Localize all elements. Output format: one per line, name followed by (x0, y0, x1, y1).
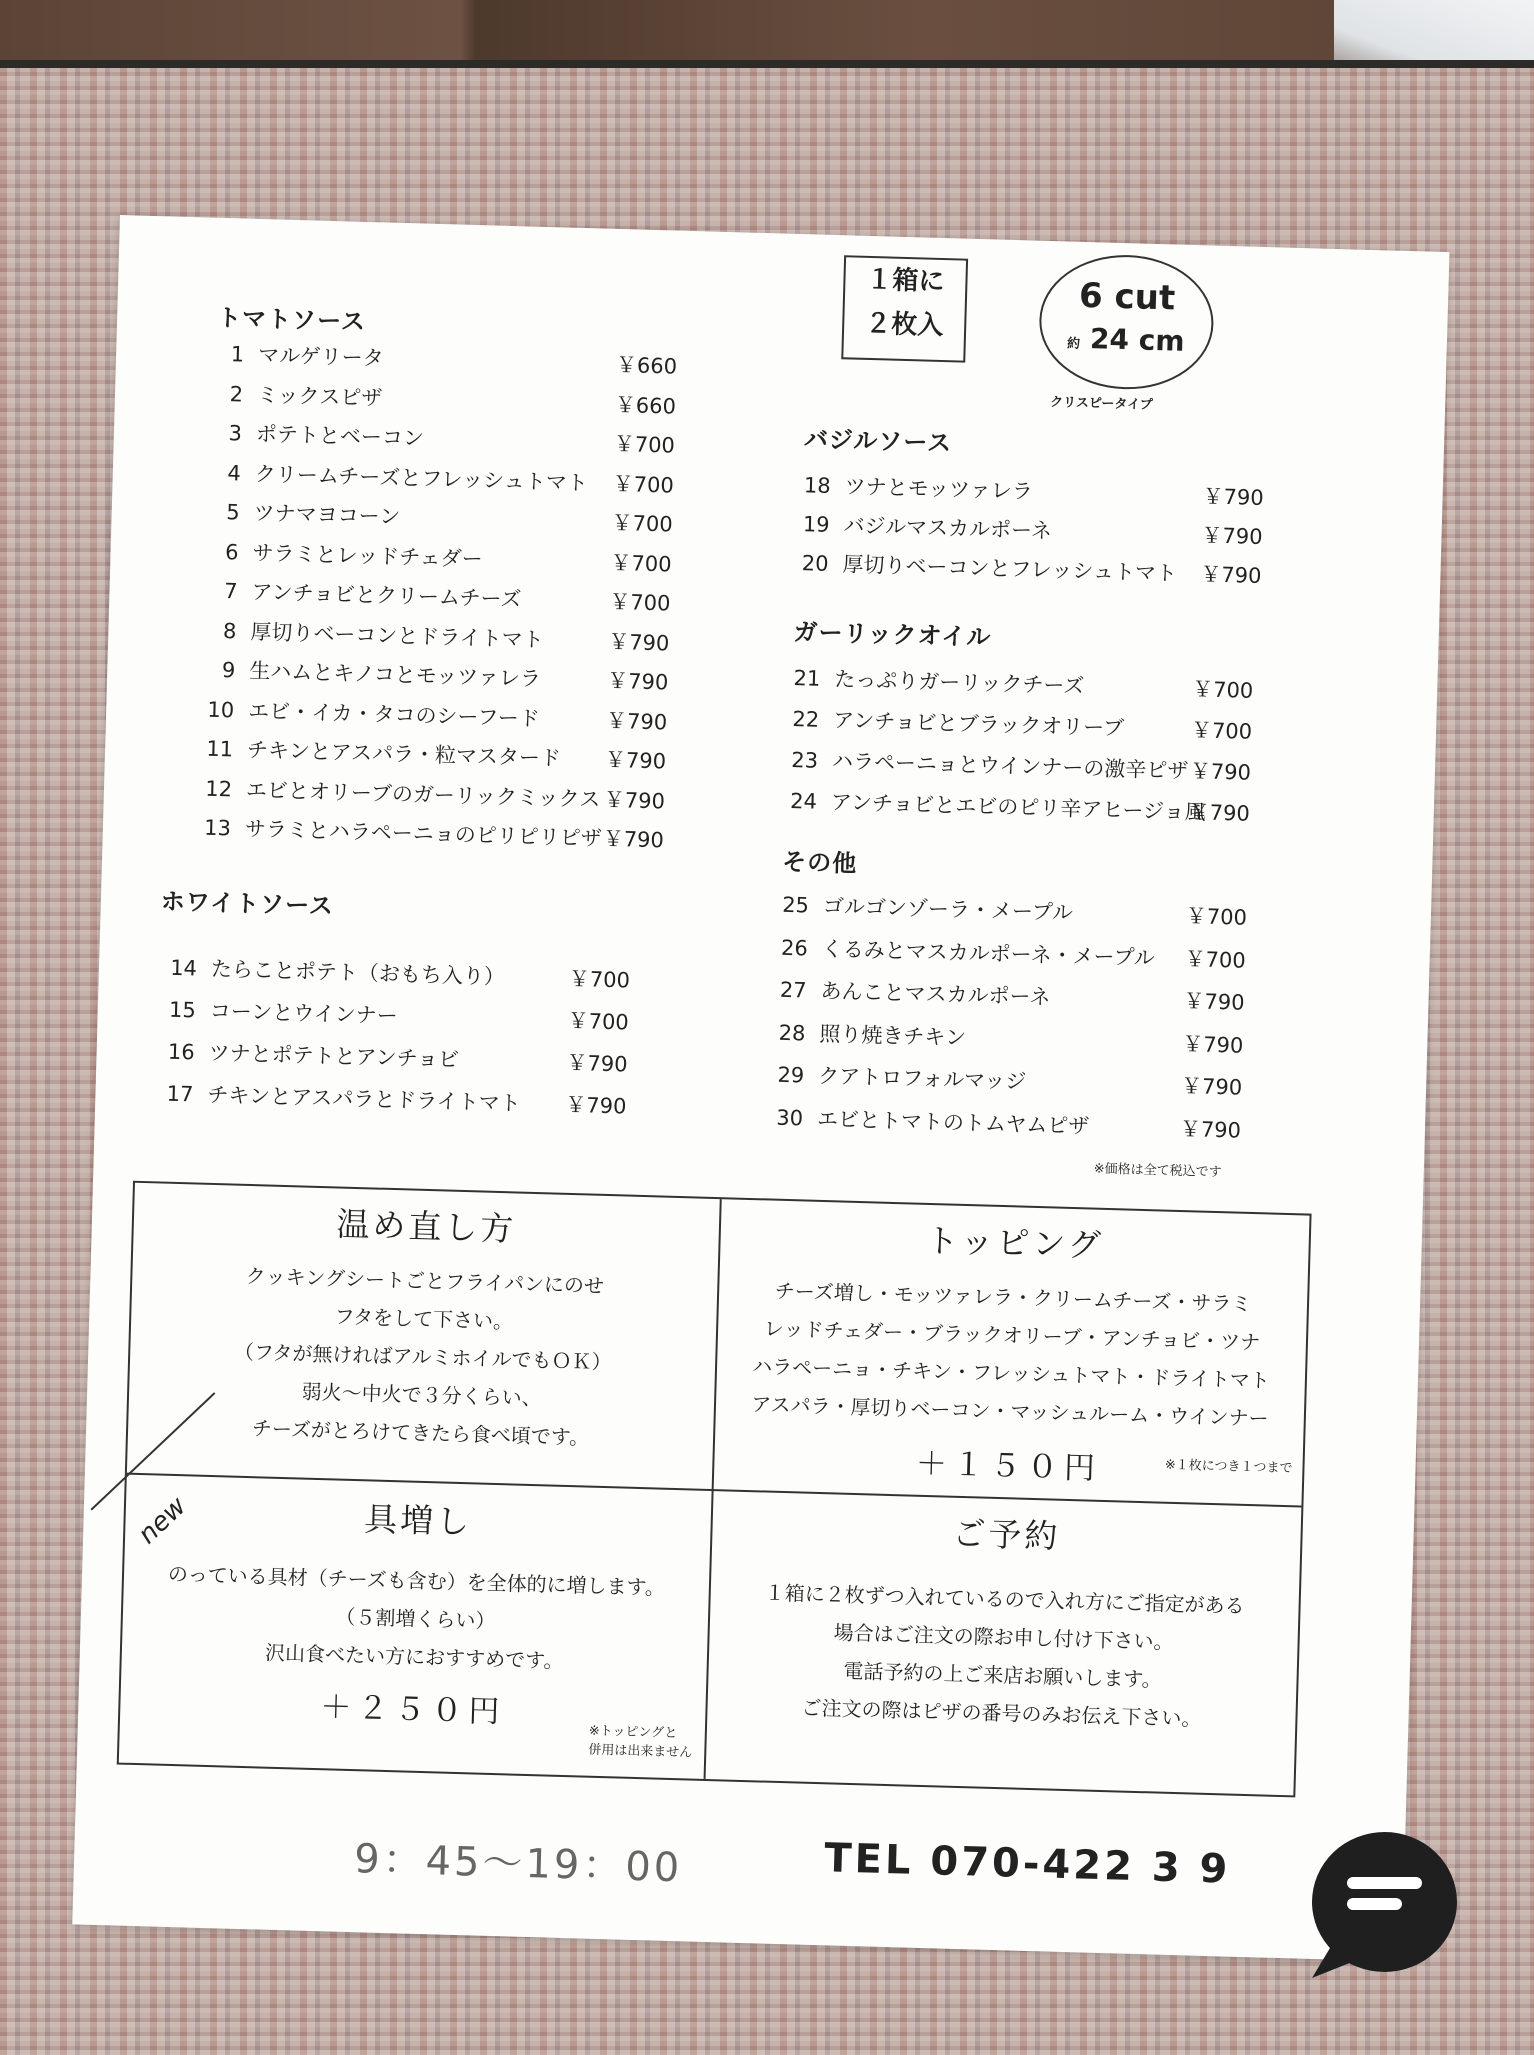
menu-item (155, 1077, 521, 1117)
item-price: ￥790 (1202, 484, 1264, 511)
text-line: レッドチェダー・ブラックオリーブ・アンチョビ・ツナ (763, 1316, 1261, 1355)
item-price: ￥700 (612, 471, 675, 498)
section-title-tomato: トマトソース (216, 303, 367, 336)
chat-bubble-icon[interactable] (1312, 1832, 1457, 1972)
item-price: ￥790 (602, 826, 665, 853)
item-name: たっぷりガーリックチーズ (833, 667, 1085, 699)
reheat-panel (128, 1193, 720, 1460)
item-number: 15 (168, 997, 197, 1023)
item-price: ￥790 (604, 747, 667, 774)
item-price: ￥790 (603, 787, 666, 813)
menu-item (205, 377, 383, 412)
item-number: 11 (206, 736, 234, 762)
menu-item (197, 653, 541, 693)
item-price: ￥700 (1184, 946, 1247, 973)
tax-note: ※価格は全て税込です (1093, 1161, 1222, 1181)
item-name: エビとオリーブのガーリックミックス (245, 777, 601, 812)
reserve-panel (707, 1501, 1301, 1740)
item-number: 1 (230, 342, 245, 367)
menu-item (779, 785, 1207, 827)
text-line: （フタが無ければアルミホイルでもＯＫ） (233, 1339, 612, 1375)
item-price: ￥700 (610, 550, 672, 577)
box-line1: １箱に (866, 264, 945, 298)
text-line: 電話予約の上ご来店お願いします。 (843, 1658, 1163, 1692)
item-price: ￥790 (1183, 989, 1245, 1015)
item-name: たらことポテト（おもち入り） (210, 956, 506, 990)
item-name: あんことマスカルポーネ (820, 978, 1051, 1010)
menu-item (204, 416, 425, 452)
topping-panel (714, 1209, 1309, 1493)
diameter-value: 24 cm (1089, 322, 1185, 358)
section-title-basil: バジルソース (803, 425, 953, 458)
item-number: 24 (789, 788, 818, 814)
item-name: 生ハムとキノコとモッツァレラ (248, 658, 542, 691)
menu-item (195, 732, 562, 772)
chat-line-1 (1347, 1877, 1422, 1889)
item-number: 30 (775, 1105, 804, 1130)
item-name: サラミとレッドチェダー (252, 540, 484, 571)
text-line: のっている具材（チーズも含む）を全体的に増します。 (167, 1561, 666, 1600)
item-name: クリームチーズとフレッシュトマト (254, 461, 589, 495)
item-price: ￥790 (1180, 1073, 1243, 1100)
item-name: ポテトとベーコン (255, 421, 425, 451)
item-name: コーンとウインナー (209, 998, 399, 1029)
menu-item (194, 772, 601, 813)
topping-title: トッピング (924, 1220, 1105, 1265)
reheat-title: 温め直し方 (335, 1204, 517, 1249)
text-line: １箱に２枚ずつ入れているので入れ方にご指定がある (764, 1580, 1245, 1618)
menu-item (792, 469, 1033, 506)
menu-item (159, 951, 506, 991)
item-number: 27 (779, 977, 807, 1003)
item-number: 23 (790, 747, 819, 773)
item-price: ￥790 (607, 629, 670, 656)
menu-item (781, 703, 1125, 743)
topping-price: ＋１５０円 (915, 1445, 1102, 1487)
item-name: 厚切りベーコンとフレッシュトマト (842, 552, 1178, 586)
item-price: ￥700 (1190, 718, 1253, 744)
text-line: ご注文の際はピザの番号のみお伝え下さい。 (801, 1695, 1202, 1731)
item-number: 18 (803, 473, 832, 498)
info-grid (117, 1181, 1312, 1798)
topping-text (716, 1270, 1308, 1438)
menu-item (765, 1101, 1090, 1140)
item-price: ￥790 (1201, 523, 1263, 550)
item-price: ￥790 (566, 1050, 628, 1077)
item-name: ゴルゴンゾーラ・メープル (822, 893, 1074, 925)
item-number: 2 (229, 381, 244, 407)
menu-item (791, 508, 1052, 545)
item-price: ￥700 (611, 510, 674, 537)
item-number: 10 (207, 697, 235, 722)
new-badge: new (132, 1491, 193, 1551)
extra-panel (119, 1475, 712, 1779)
text-line: アスパラ・厚切りベーコン・マッシュルーム・ウインナー (751, 1392, 1269, 1431)
item-name: ツナマヨコーン (253, 500, 401, 529)
reserve-text (707, 1572, 1299, 1740)
item-number: 17 (166, 1081, 194, 1107)
topping-note: ※１枚につき１つまで (1164, 1457, 1293, 1477)
item-price: ￥790 (1181, 1031, 1244, 1058)
item-number: 28 (778, 1020, 806, 1045)
text-line: 弱火〜中火で３分くらい、 (301, 1379, 542, 1411)
menu-item (767, 1016, 967, 1052)
item-name: チキンとアスパラとドライトマト (207, 1082, 522, 1116)
menu-item (202, 456, 588, 497)
item-number: 29 (777, 1062, 805, 1088)
item-number: 12 (204, 776, 233, 801)
text-line: 場合はご注文の際お申し付け下さい。 (833, 1620, 1174, 1654)
item-name: エビ・イカ・タコのシーフード (247, 698, 541, 731)
extra-title: 具増し (363, 1499, 473, 1542)
menu-item (201, 495, 400, 531)
text-line: フタをして下さい。 (334, 1304, 514, 1334)
item-name: バジルマスカルポーネ (843, 513, 1053, 544)
item-number: 7 (223, 579, 238, 604)
menu-item (790, 547, 1177, 588)
item-price: ￥660 (615, 352, 678, 379)
item-price: ￥660 (614, 392, 677, 419)
text-line: ハラペーニョ・チキン・フレッシュトマト・ドライトマト (751, 1354, 1271, 1393)
item-price: ￥700 (1191, 677, 1254, 703)
business-hours: 9：45〜19：00 (353, 1836, 683, 1892)
item-name: 照り焼きチキン (819, 1021, 967, 1050)
item-price: ￥700 (609, 589, 671, 616)
menu-item (769, 931, 1155, 972)
item-name: ハラペーニョとウインナーの激辛ピザ (831, 749, 1189, 784)
text-line: チーズ増し・モッツァレラ・クリームチーズ・サラミ (774, 1278, 1252, 1317)
section-title-other: その他 (781, 847, 858, 878)
item-price: ￥700 (613, 431, 676, 458)
box-line2: ２枚入 (864, 308, 944, 342)
item-price: ￥700 (568, 966, 631, 993)
extra-note-line1: ※トッピングと (588, 1723, 678, 1742)
extra-price: ＋２５０円 (319, 1689, 506, 1731)
item-number: 20 (801, 551, 829, 576)
item-name: チキンとアスパラ・粒マスタード (246, 737, 562, 771)
item-number: 3 (228, 421, 243, 446)
item-price: ￥790 (605, 708, 668, 734)
text-line: チーズがとろけてきたら食べ頃です。 (251, 1416, 590, 1450)
menu-item (196, 693, 540, 733)
item-name: ミックスピザ (256, 382, 383, 410)
item-number: 19 (802, 512, 830, 537)
crust-type: クリスピータイプ (1049, 395, 1153, 413)
item-name: クアトロフォルマッジ (817, 1063, 1027, 1094)
item-price: ￥790 (606, 668, 669, 695)
item-name: エビとトマトのトムヤムピザ (816, 1106, 1090, 1138)
item-name: マルゲリータ (257, 342, 385, 371)
item-price: ￥790 (564, 1092, 627, 1119)
item-number: 25 (781, 892, 810, 918)
item-number: 8 (222, 618, 237, 643)
item-name: ツナとモッツァレラ (844, 474, 1034, 504)
item-name: サラミとハラペーニョのピリピリピザ (244, 816, 603, 851)
item-price: ￥790 (1189, 759, 1252, 785)
size-diameter (1040, 321, 1211, 359)
item-price: ￥700 (567, 1008, 630, 1035)
item-number: 9 (221, 658, 236, 683)
section-title-garlic: ガーリックオイル (793, 617, 992, 652)
menu-item (156, 1035, 459, 1073)
item-price: ￥790 (1200, 562, 1262, 589)
item-number: 4 (227, 460, 242, 485)
item-price: ￥790 (1188, 800, 1251, 826)
menu-item (198, 614, 544, 654)
item-number: 5 (226, 500, 241, 525)
item-number: 14 (169, 955, 198, 981)
item-name: アンチョビとクリームチーズ (251, 579, 522, 612)
item-number: 13 (203, 815, 232, 841)
extra-note-line2: 併用は出来ません (588, 1742, 693, 1761)
menu-card (72, 215, 1449, 1961)
section-title-white: ホワイトソース (160, 887, 335, 921)
chat-line-2 (1347, 1898, 1402, 1910)
new-corner (123, 1475, 246, 1598)
menu-item (782, 662, 1085, 700)
menu-item (193, 811, 603, 852)
item-name: くるみとマスカルポーネ・メープル (821, 936, 1156, 970)
cut-count: 6 cut (1078, 275, 1176, 319)
menu-item (199, 574, 522, 613)
item-name: ツナとポテトとアンチョビ (208, 1040, 460, 1072)
item-number: 26 (780, 935, 809, 960)
text-line: クッキングシートごとフライパンにのせ (245, 1263, 605, 1298)
menu-item (768, 973, 1051, 1011)
item-number: 22 (792, 706, 820, 732)
item-number: 16 (167, 1039, 195, 1065)
menu-item (206, 337, 384, 372)
item-number: 21 (793, 665, 821, 691)
menu-item (200, 535, 483, 573)
text-line: （５割増くらい） (335, 1604, 496, 1634)
item-name: アンチョビとエビのピリ辛アヒージョ風 (830, 790, 1206, 825)
approx-label: 約 (1066, 336, 1081, 352)
item-name: 厚切りベーコンとドライトマト (250, 619, 545, 652)
item-number: 6 (224, 539, 239, 564)
phone-number: TEL 070-422 3 9 (823, 1835, 1232, 1893)
size-badge (1038, 253, 1216, 392)
menu-item (780, 744, 1189, 785)
item-price: ￥700 (1185, 904, 1248, 930)
menu-item (766, 1058, 1027, 1095)
item-price: ￥790 (1179, 1116, 1242, 1143)
reheat-text (128, 1254, 718, 1460)
item-name: アンチョビとブラックオリーブ (832, 708, 1125, 741)
menu-item (771, 888, 1074, 926)
text-line: 沢山食べたい方におすすめです。 (264, 1640, 564, 1673)
reserve-title: ご予約 (951, 1513, 1062, 1556)
menu-item (157, 993, 398, 1030)
extra-note (588, 1720, 693, 1761)
box-count-badge (841, 255, 968, 362)
